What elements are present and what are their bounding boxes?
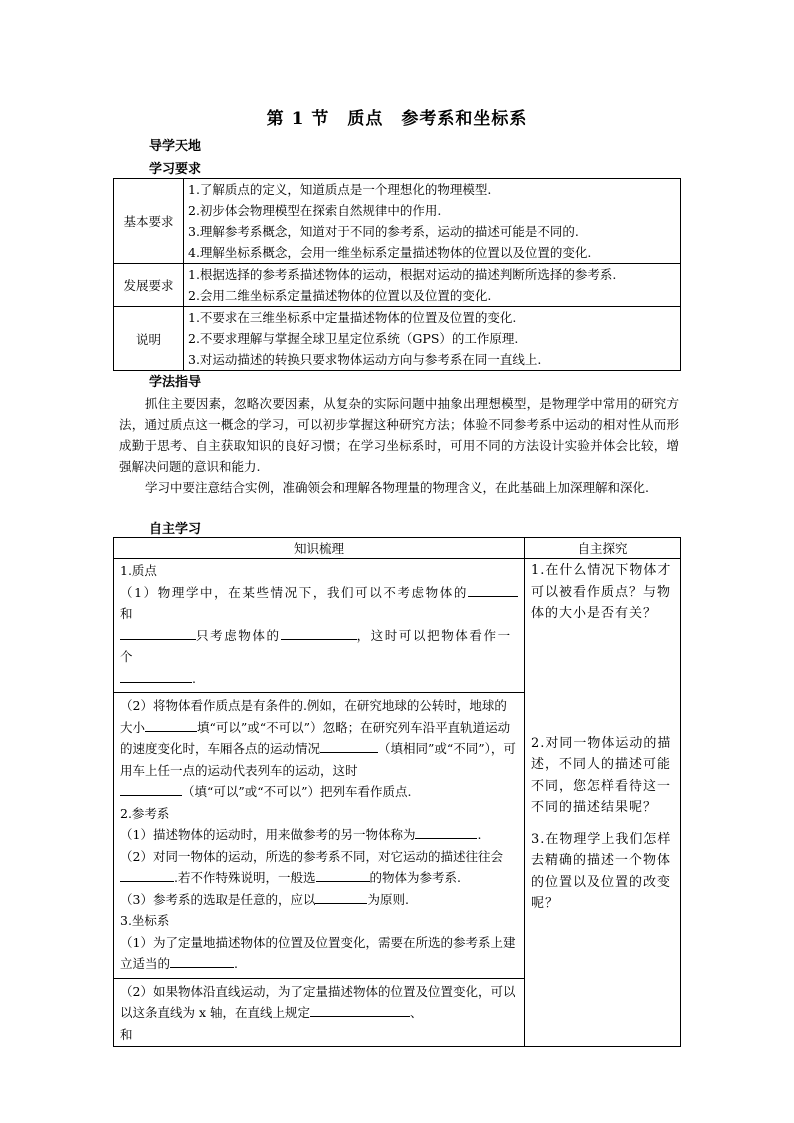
method-paragraph: 抓住主要因素，忽略次要因素，从复杂的实际问题中抽象出理想模型，是物理学中常用的研究方法，通过质点这一概念的学习，可以初步掌握这种研究方法；体验不同参考系中运动的相对性从而形成勤于思考、自主获取知识的良好习惯；在学习坐标系时，可用不同的方法设计实验并体会比较，增强解决问题的意识和能力. [119,396,679,474]
requirement-item: 1.不要求在三维坐标系中定量描述物体的位置及位置的变化. [188,310,517,325]
fill-in-item: （1）为了定量地描述物体的位置及位置变化，需要在所选的参考系上建立适当的 . [120,934,516,971]
requirement-item: 3.对运动描述的转换只要求物体运动方向与参考系在同一直线上. [188,352,542,367]
answer-blank[interactable] [145,717,197,732]
answer-blank[interactable] [120,867,174,882]
column-header: 自主探究 [525,538,681,559]
requirement-row [114,264,681,307]
study-table [113,537,681,1047]
item-text: （1）为了定量地描述物体的位置及位置变化，需要在所选的参考系上建立适当的 [120,934,516,971]
requirement-items [184,264,681,307]
fill-in-item [114,978,524,1046]
item-text: 填“可以”或“不可以”）忽略；在研究列车沿平直轨道运动的速度变化时，车厢各点的运动情况 [120,719,511,756]
item-text: （2）如果物体沿直线运动，为了定量描述物体的位置及位置变化，可以以这条直线为 x 轴，在直线上规定 [120,983,516,1020]
section-zizhu-xuexi: 自主学习 [149,522,202,537]
item-text: 若不作特殊说明，一般选 [177,870,316,885]
explore-cell [525,559,681,1047]
requirement-row [114,307,681,371]
requirement-row [114,179,681,264]
explore-question: 1.在什么情况下物体才可以被看作质点？与物体的大小是否有关？ [531,563,672,621]
item-text: 为原则. [367,891,409,907]
subsection-heading: 1.质点 [120,563,157,578]
section-xuexi-yaoqiu: 学习要求 [149,162,202,177]
subsection-heading: 2.参考系 [120,805,170,821]
answer-blank[interactable] [310,1002,410,1017]
requirement-item: 1.了解质点的定义，知道质点是一个理想化的物理模型. [188,182,492,197]
item-text: （填“可以”或“不可以”）把列车看作质点. [182,784,412,799]
answer-blank[interactable] [170,953,234,968]
requirement-items [184,307,681,371]
answer-blank[interactable] [120,625,196,640]
item-text: 和 [120,606,135,621]
method-paragraph: 学习中要注意结合实例，准确领会和理解各物理量的物理含义，在此基础上加深理解和深化. [145,480,649,495]
item-text: ，这时可以把物体看作一个 [120,627,512,664]
answer-blank[interactable] [120,781,182,796]
requirement-item: 4.理解坐标系概念，会用一维坐标系定量描述物体的位置以及位置的变化. [188,245,592,260]
requirements-table [113,178,681,371]
page-title: 第 1 节 质点 参考系和坐标系 [266,109,528,129]
requirement-label: 基本要求 [114,179,184,264]
answer-blank[interactable] [315,889,367,904]
item-text: （填相同”或“不同”），可用车上任一点的运动代表列车的运动，这时 [120,741,516,778]
fill-in-item [120,889,518,911]
answer-blank[interactable] [468,582,518,597]
column-header: 知识梳理 [114,538,525,559]
answer-blank[interactable] [316,867,370,882]
item-text: 的物体为参考系. [369,870,461,885]
item-text: （2）将物体看作质点是有条件的.例如，在研究地球的公转时，地球的大小 [120,698,507,735]
fill-in-item: （1）物理学中，在某些情况下，我们可以不考虑物体的 和 只考虑物体的 ，这时可以把物体看作一个 . [120,582,518,690]
item-text: 、 [410,1005,423,1020]
item-text: （3）参考系的选取是任意的，应以 [120,891,316,907]
requirement-items [184,179,681,264]
subsection-heading: 3.坐标系 [120,913,170,928]
answer-blank[interactable] [120,668,192,683]
requirement-item: 1.根据选择的参考系描述物体的运动，根据对运动的描述判断所选择的参考系. [188,267,617,282]
knowledge-cell [114,559,525,1047]
section-daoxue: 导学天地 [149,139,202,154]
item-text: （1）描述物体的运动时，用来做参考的另一物体称为 [120,827,416,842]
requirement-item: 2.初步体会物理模型在探索自然规律中的作用. [188,203,442,218]
explore-question: 2.对同一物体运动的描述，不同人的描述可能不同，您怎样看待这一不同的描述结果呢？ [531,735,672,815]
requirement-item: 2.不要求理解与掌握全球卫星定位系统（GPS）的工作原理. [188,331,519,346]
requirement-label: 发展要求 [114,264,184,307]
fill-in-item: （1）描述物体的运动时，用来做参考的另一物体称为 . [120,824,518,846]
item-text: （2）对同一物体的运动，所选的参考系不同，对它运动的描述往往会 [120,848,503,864]
requirement-label: 说明 [114,307,184,371]
item-text: 只考虑物体的 [196,627,281,643]
explore-question: 3.在物理学上我们怎样去精确的描述一个物体的位置以及位置的改变呢？ [531,831,672,911]
section-xuefa-zhidao: 学法指导 [149,375,202,390]
requirement-item: 2.会用二维坐标系定量描述物体的位置以及位置的变化. [188,288,492,303]
item-text: 和 [120,1026,133,1042]
requirement-item: 3.理解参考系概念，知道对于不同的参考系，运动的描述可能是不同的. [188,224,579,239]
item-text: （1）物理学中，在某些情况下，我们可以不考虑物体的 [120,584,468,600]
answer-blank[interactable] [281,625,357,640]
answer-blank[interactable] [320,738,378,753]
answer-blank[interactable] [415,824,477,839]
fill-in-item [114,692,524,803]
fill-in-item: （2）对同一物体的运动，所选的参考系不同，对它运动的描述往往会.若不作特殊说明，一般选 的物体为参考系. [120,848,503,885]
